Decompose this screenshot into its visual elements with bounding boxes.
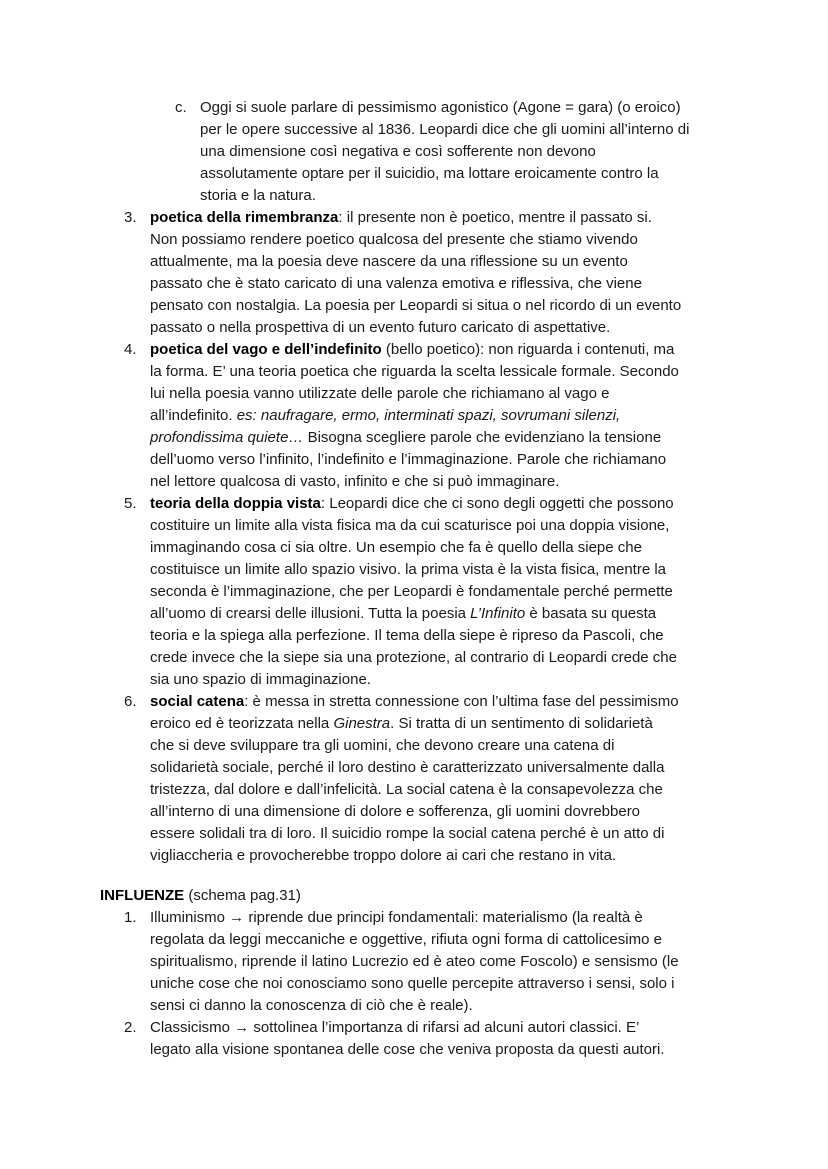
bold-term: social catena <box>150 693 245 710</box>
text-line <box>150 515 828 537</box>
italic-text: L’Infinito <box>470 605 526 622</box>
sub-list <box>0 97 828 207</box>
text-segment: storia e la natura. <box>200 187 316 204</box>
list-item <box>0 1017 828 1061</box>
text-segment: assolutamente optare per il suicidio, ma lottare eroicamente contro la <box>200 165 659 182</box>
text-line <box>150 361 828 383</box>
text-segment: la forma. E’ una teoria poetica che riguarda la scelta lessicale formale. Secondo <box>150 363 679 380</box>
text-line <box>150 625 828 647</box>
text-line <box>150 471 828 493</box>
text-segment: sia uno spazio di immaginazione. <box>150 671 371 688</box>
text-line <box>150 669 828 691</box>
text-line <box>150 735 828 757</box>
text-segment: vigliaccheria e provocherebbe troppo dolore ai cari che restano in vita. <box>150 847 617 864</box>
text-line <box>200 163 828 185</box>
text-segment: all’interno di una dimensione di dolore e sofferenza, gli uomini dovrebbero <box>150 803 641 820</box>
list-marker: 6. <box>124 693 137 710</box>
text-segment: costituisce un limite allo spazio visivo. la prima vista è la vista fisica, mentre la <box>150 561 667 578</box>
text-line <box>150 757 828 779</box>
bold-term: teoria della doppia vista <box>150 495 321 512</box>
text-segment: all’indefinito. <box>150 407 237 424</box>
text-segment: passato o nella prospettiva di un evento futuro caricato di aspettative. <box>150 319 611 336</box>
text-segment: eroico ed è teorizzata nella <box>150 715 334 732</box>
text-line <box>150 713 828 735</box>
text-line <box>150 691 828 713</box>
bold-term: poetica della rimembranza <box>150 209 339 226</box>
text-line <box>200 97 828 119</box>
text-segment: Classicismo → sottolinea l’importanza di rifarsi ad alcuni autori classici. E’ <box>150 1019 640 1036</box>
text-line <box>150 581 828 603</box>
text-line <box>150 801 828 823</box>
text-segment: attualmente, ma la poesia deve nascere da una riflessione su un evento <box>150 253 628 270</box>
text-segment: seconda è l’immaginazione, che per Leopardi è fondamentale perché permette <box>150 583 673 600</box>
text-line <box>150 907 828 929</box>
text-segment: immaginando cosa ci sia oltre. Un esempio che fa è quello della siepe che <box>150 539 642 556</box>
text-line <box>150 559 828 581</box>
text-segment: lui nella poesia vanno utilizzate delle parole che richiamano al vago e <box>150 385 610 402</box>
text-segment: spiritualismo, riprende il latino Lucrezio ed è ateo come Foscolo) e sensismo (le <box>150 953 679 970</box>
influenze-list <box>0 907 828 1061</box>
text-line <box>150 207 828 229</box>
text-segment: passato che è stato caricato di una valenza emotiva e riflessiva, che viene <box>150 275 642 292</box>
text-segment: pensato con nostalgia. La poesia per Leopardi si situa o nel ricordo di un evento <box>150 297 682 314</box>
text-segment: crede invece che la siepe sia una protezione, al contrario di Leopardi crede che <box>150 649 677 666</box>
text-line <box>150 317 828 339</box>
text-line <box>150 1017 828 1039</box>
heading-title: INFLUENZE <box>100 887 185 904</box>
text-line <box>150 537 828 559</box>
text-segment: all’uomo di crearsi delle illusioni. Tutta la poesia <box>150 605 471 622</box>
list-marker: c. <box>175 99 187 116</box>
text-segment: : è messa in stretta connessione con l’ultima fase del pessimismo <box>244 693 679 710</box>
document-page <box>0 97 828 1061</box>
text-line <box>150 647 828 669</box>
text-line <box>150 229 828 251</box>
text-line <box>150 951 828 973</box>
text-segment: Oggi si suole parlare di pessimismo agonistico (Agone = gara) (o eroico) <box>200 99 681 116</box>
list-item <box>0 207 828 339</box>
italic-text: Ginestra <box>333 715 391 732</box>
list-marker: 5. <box>124 495 137 512</box>
text-line <box>150 929 828 951</box>
text-segment: : Leopardi dice che ci sono degli oggetti che possono <box>320 495 674 512</box>
text-line <box>150 251 828 273</box>
text-segment: legato alla visione spontanea delle cose che veniva proposta da questi autori. <box>150 1041 665 1058</box>
text-segment: regolata da leggi meccaniche e oggettive, rifiuta ogni forma di cattolicesimo e <box>150 931 662 948</box>
text-segment: : il presente non è poetico, mentre il passato si. <box>338 209 652 226</box>
text-segment: Illuminismo → riprende due principi fondamentali: materialismo (la realtà è <box>150 909 643 926</box>
text-segment: per le opere successive al 1836. Leopardi dice che gli uomini all’interno di <box>200 121 690 138</box>
text-line <box>150 449 828 471</box>
text-segment: tristezza, dal dolore e dall’infelicità. La social catena è la consapevolezza che <box>150 781 663 798</box>
text-line <box>150 1039 828 1061</box>
text-line <box>150 383 828 405</box>
list-marker: 4. <box>124 341 137 358</box>
text-line <box>150 823 828 845</box>
list-item <box>0 339 828 493</box>
text-line <box>150 973 828 995</box>
text-line <box>150 845 828 867</box>
text-segment: una dimensione così negativa e così sofferente non devono <box>200 143 596 160</box>
text-line <box>150 295 828 317</box>
bold-term: poetica del vago e dell’indefinito <box>150 341 382 358</box>
italic-text: es: naufragare, ermo, interminati spazi, sovrumani silenzi, <box>236 407 621 424</box>
text-segment: uniche cose che noi conosciamo sono quelle percepite attraverso i sensi, solo i <box>150 975 675 992</box>
text-line <box>200 185 828 207</box>
text-line <box>150 273 828 295</box>
text-segment: Bisogna scegliere parole che evidenziano la tensione <box>303 429 662 446</box>
text-segment: che si deve sviluppare tra gli uomini, che devono creare una catena di <box>150 737 615 754</box>
text-segment: sensi ci danno la conoscenza di ciò che è reale). <box>150 997 473 1014</box>
list-item <box>0 97 828 207</box>
text-segment: Non possiamo rendere poetico qualcosa del presente che stiamo vivendo <box>150 231 638 248</box>
text-segment: solidarietà sociale, perché il loro destino è caratterizzato universalmente dalla <box>150 759 665 776</box>
text-segment: . Si tratta di un sentimento di solidarietà <box>390 715 653 732</box>
text-line <box>150 493 828 515</box>
text-line <box>150 405 828 427</box>
list-item <box>0 907 828 1017</box>
text-line <box>150 995 828 1017</box>
text-line <box>150 603 828 625</box>
text-segment: teoria e la spiega alla perfezione. Il tema della siepe è ripreso da Pascoli, che <box>150 627 664 644</box>
list-marker: 2. <box>124 1019 137 1036</box>
heading-note: (schema pag.31) <box>184 887 301 904</box>
text-segment: nel lettore qualcosa di vasto, infinito e che si può immaginare. <box>150 473 560 490</box>
text-segment: (bello poetico): non riguarda i contenuti, ma <box>381 341 675 358</box>
numbered-list <box>0 207 828 867</box>
text-segment: dell’uomo verso l’infinito, l’indefinito e l’immaginazione. Parole che richiamano <box>150 451 667 468</box>
text-line <box>200 119 828 141</box>
text-line <box>150 779 828 801</box>
section-heading-influenze <box>100 885 828 907</box>
text-line <box>200 141 828 163</box>
text-line <box>150 427 828 449</box>
text-line <box>150 339 828 361</box>
list-item <box>0 691 828 867</box>
italic-text: profondissima quiete… <box>150 429 304 446</box>
text-segment: è basata su questa <box>525 605 657 622</box>
list-item <box>0 493 828 691</box>
list-marker: 3. <box>124 209 137 226</box>
text-segment: costituire un limite alla vista fisica ma da cui scaturisce poi una doppia visione, <box>150 517 670 534</box>
list-marker: 1. <box>124 909 137 926</box>
text-segment: essere solidali tra di loro. Il suicidio rompe la social catena perché è un atto di <box>150 825 665 842</box>
